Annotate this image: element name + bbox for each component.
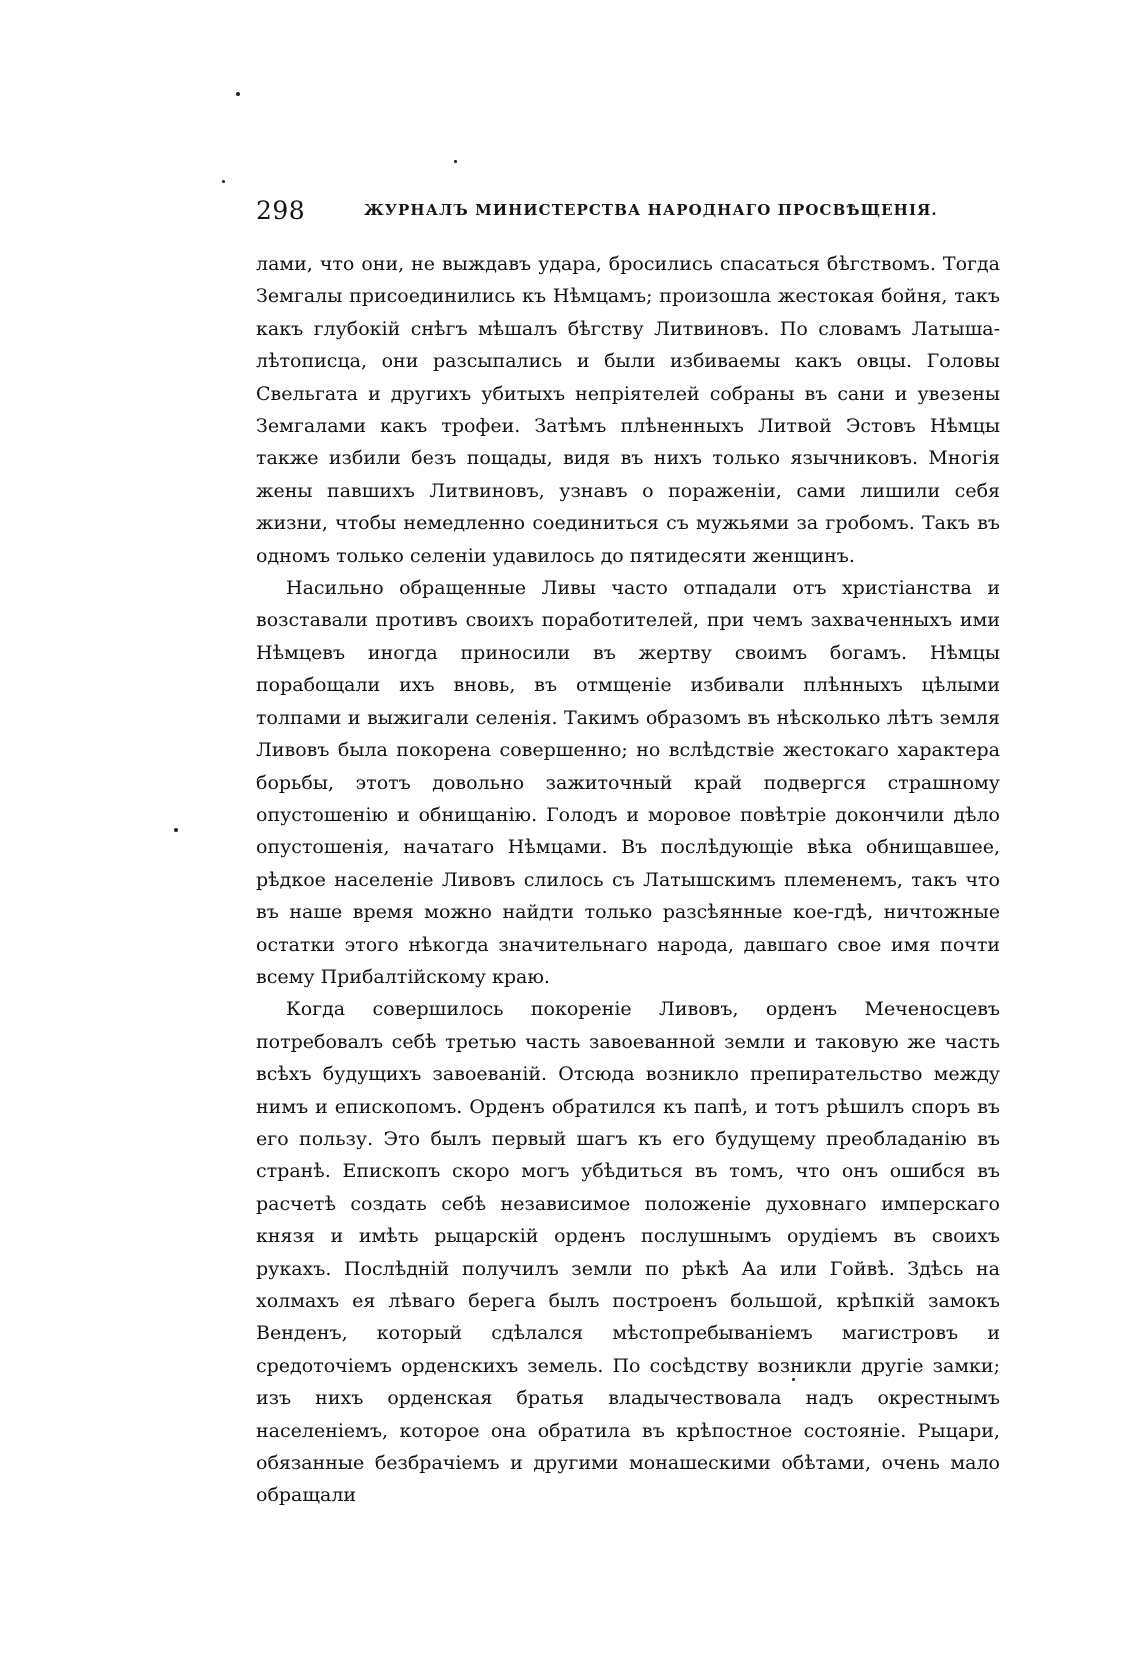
scan-speck xyxy=(454,160,457,163)
running-head xyxy=(256,196,996,232)
scan-speck xyxy=(174,828,178,832)
text-column xyxy=(256,248,1000,1512)
scan-speck xyxy=(222,180,225,183)
journal-title: ЖУРНАЛЪ МИНИСТЕРСТВА НАРОДНАГО ПРОСВѢЩЕНІЯ. xyxy=(364,201,938,219)
scan-speck xyxy=(236,92,240,96)
paragraph-2: Насильно обращенные Ливы часто отпадали отъ христіанства и возставали противъ своихъ поработителей, при чемъ захваченныхъ ими Нѣмцевъ иногда приносили въ жертву своимъ богамъ. Нѣмцы порабощали ихъ вновь, въ отмщеніе избивали плѣнныхъ цѣлыми толпами и выжигали селенія. Такимъ образомъ въ нѣсколько лѣтъ земля Ливовъ была покорена совершенно; но вслѣдствіе жестокаго характера борьбы, этотъ довольно зажиточный край подвергся страшному опустошенію и обнищанію. Голодъ и моровое повѣтріе докончили дѣло опустошенія, начатаго Нѣмцами. Въ послѣдующіе вѣка обнищавшее, рѣдкое населеніе Ливовъ слилось съ Латышскимъ племенемъ, такъ что въ наше время можно найдти только разсѣянные кое-гдѣ, ничтожные остатки этого нѣкогда значительнаго народа, давшаго свое имя почти всему Прибалтійскому краю. xyxy=(256,577,1000,988)
page-number: 298 xyxy=(256,196,306,225)
paragraph-3: Когда совершилось покореніе Ливовъ, орденъ Меченосцевъ потребовалъ себѣ третью часть завоеванной земли и таковую же часть всѣхъ будущихъ завоеваній. Отсюда возникло препирательство между нимъ и епископомъ. Орденъ обратился къ папѣ, и тотъ рѣшилъ споръ въ его пользу. Это былъ первый шагъ къ его будущему преобладанію въ странѣ. Епископъ скоро могъ убѣдиться въ томъ, что онъ ошибся въ расчетѣ создать себѣ независимое положеніе духовнаго имперскаго князя и имѣть рыцарскій орденъ послушнымъ орудіемъ въ своихъ рукахъ. Послѣдній получилъ земли по рѣкѣ Аа или Гойвѣ. Здѣсь на холмахъ ея лѣваго берега былъ построенъ большой, крѣпкій замокъ Венденъ, который сдѣлался мѣстопребываніемъ магистровъ и средоточіемъ орденскихъ земель. По сосѣдству возникли другіе замки; изъ нихъ орденская братья владычествовала надъ окрестнымъ населеніемъ, которое она обратила въ крѣпостное состояніе. Рыцари, обязанные безбрачіемъ и другими монашескими обѣтами, очень мало обращали xyxy=(256,998,1000,1507)
paragraph-1: лами, что они, не выждавъ удара, бросились спасаться бѣгствомъ. Тогда Земгалы присоединились къ Нѣмцамъ; произошла жестокая бойня, такъ какъ глубокій снѣгъ мѣшалъ бѣгству Литвиновъ. По словамъ Латыша-лѣтописца, они разсыпались и были избиваемы какъ овцы. Головы Свельгата и другихъ убитыхъ непріятелей собраны въ сани и увезены Земгалами какъ трофеи. Затѣмъ плѣненныхъ Литвой Эстовъ Нѣмцы также избили безъ пощады, видя въ нихъ только язычниковъ. Многія жены павшихъ Литвиновъ, узнавъ о пораженіи, сами лишили себя жизни, чтобы немедленно соединиться съ мужьями за гробомъ. Такъ въ одномъ только селеніи удавилось до пятидесяти женщинъ. xyxy=(256,253,1000,567)
